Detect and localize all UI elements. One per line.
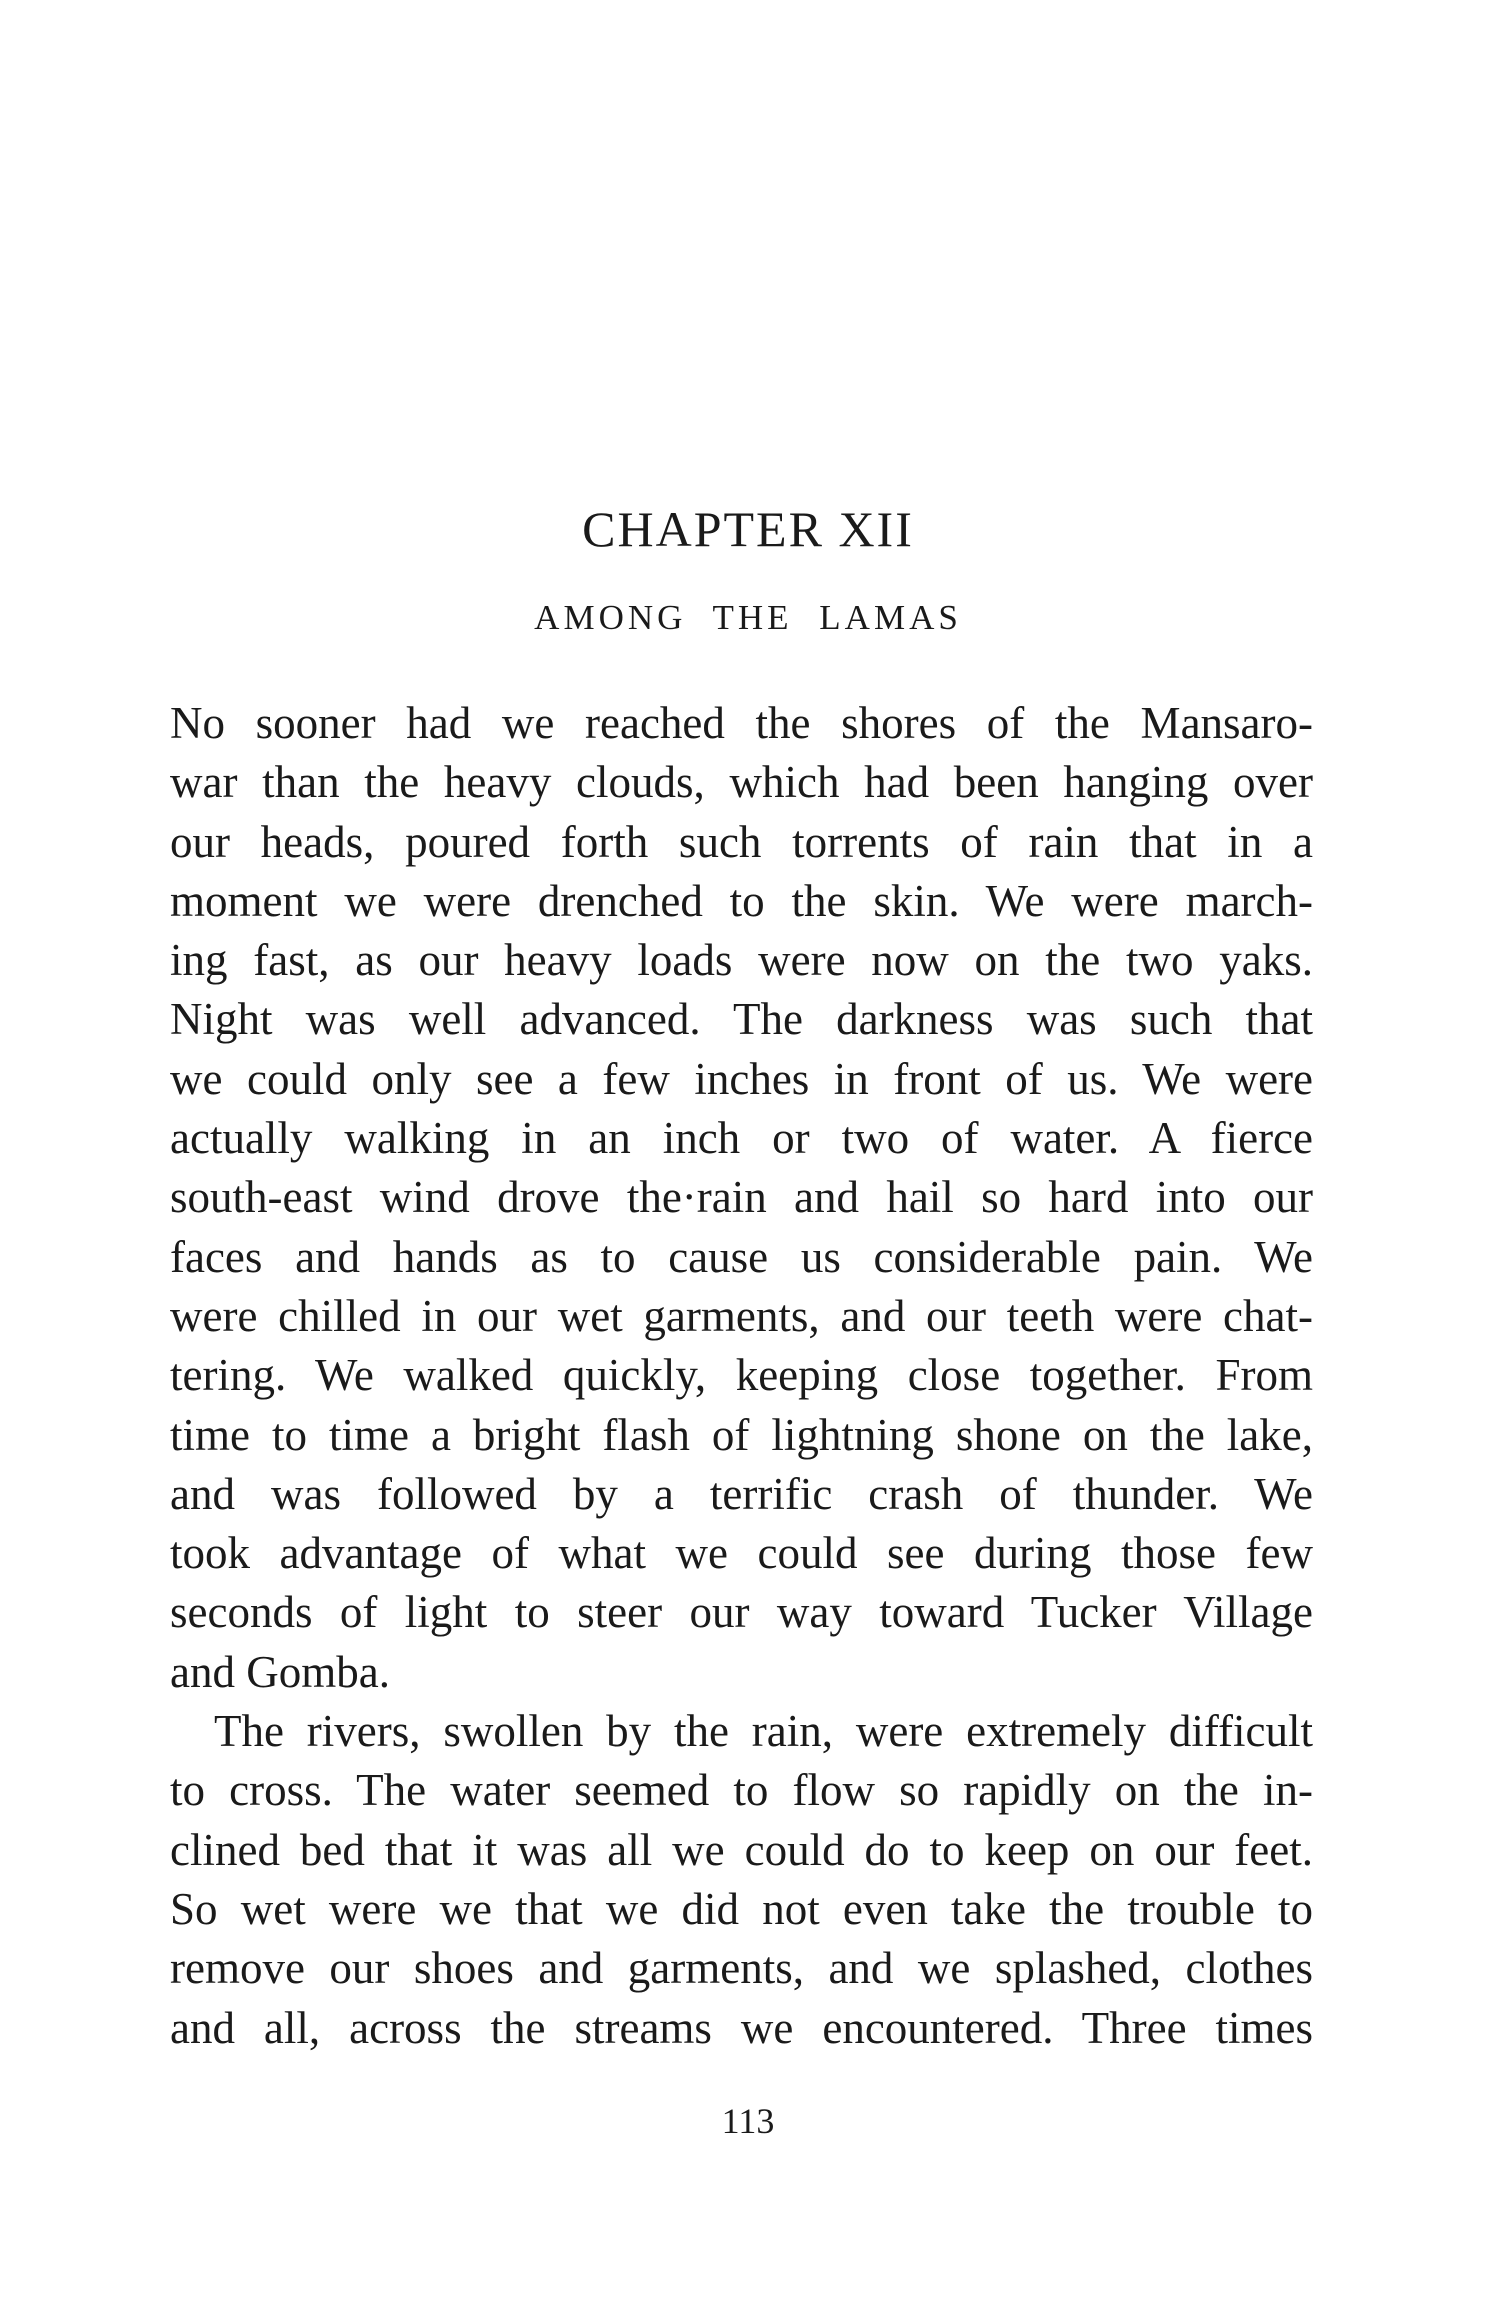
text-line: faces and hands as to cause us considerable pain. We <box>170 1231 1313 1282</box>
text-line: No sooner had we reached the shores of the Mansaro- <box>170 698 1313 748</box>
text-line: remove our shoes and garments, and we splashed, clothes <box>170 1943 1313 1994</box>
chapter-title: CHAPTER XII <box>582 501 914 557</box>
text-line: war than the heavy clouds, which had been hanging over <box>170 757 1313 808</box>
text-line: were chilled in our wet garments, and our teeth were chat- <box>170 1290 1313 1341</box>
text-line: tering. We walked quickly, keeping close together. From <box>170 1350 1313 1401</box>
text-line: time to time a bright flash of lightning shone on the lake, <box>170 1409 1313 1460</box>
text-line: and was followed by a terrific crash of thunder. We <box>170 1468 1313 1519</box>
text-line: clined bed that it was all we could do to keep on our feet. <box>170 1824 1313 1875</box>
text-line: our heads, poured forth such torrents of rain that in a <box>170 816 1313 867</box>
text-line: and Gomba. <box>170 1646 390 1697</box>
text-line: ing fast, as our heavy loads were now on the two yaks. <box>170 935 1313 986</box>
text-line: we could only see a few inches in front of us. We were <box>170 1053 1313 1104</box>
page-number: 113 <box>721 2101 775 2141</box>
text-line: south-east wind drove the·rain and hail so hard into our <box>170 1172 1313 1223</box>
text-line: and all, across the streams we encountered. Three times <box>170 2002 1313 2053</box>
paragraph-1 <box>170 694 1313 1702</box>
text-line: actually walking in an inch or two of water. A fierce <box>170 1113 1313 1164</box>
body-text <box>170 694 1313 2058</box>
chapter-subtitle: AMONG THE LAMAS <box>534 598 962 637</box>
text-line: seconds of light to steer our way toward Tucker Village <box>170 1587 1313 1638</box>
text-line: So wet were we that we did not even take the trouble to <box>170 1883 1313 1934</box>
text-line: to cross. The water seemed to flow so rapidly on the in- <box>170 1765 1313 1816</box>
text-line: The rivers, swollen by the rain, were extremely difficult <box>214 1706 1313 1757</box>
text-line: moment we were drenched to the skin. We were march- <box>170 875 1313 926</box>
text-line: took advantage of what we could see during those few <box>170 1528 1313 1579</box>
text-line: Night was well advanced. The darkness was such that <box>170 994 1313 1045</box>
paragraph-2 <box>170 1702 1313 2058</box>
